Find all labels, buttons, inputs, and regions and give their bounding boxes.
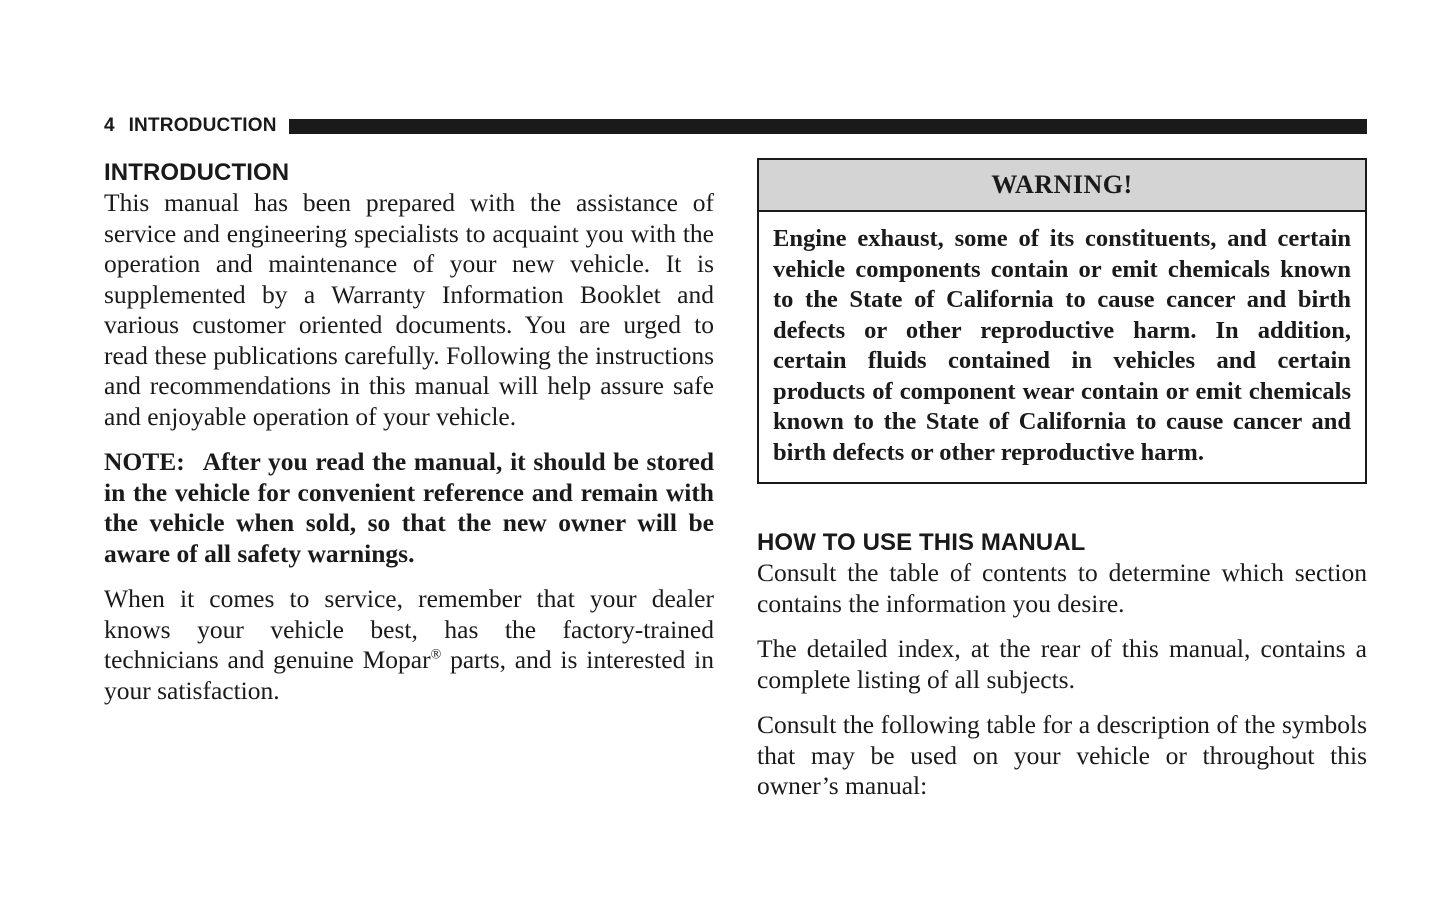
running-header — [104, 114, 1367, 138]
index-paragraph: The detailed index, at the rear of this manual, contains a complete listing of all subjects. — [757, 634, 1367, 694]
page-number: 4 — [104, 115, 115, 136]
header-rule — [289, 119, 1367, 134]
warning-box — [757, 158, 1367, 484]
warning-text: Engine exhaust, some of its constituents, and certain vehicle components contain or emit chemicals known to the State of California to cause cancer and birth defects or other reproductive harm. In addition, certain fluids contained in vehicles and certain products of component wear contain or emit chemicals known to the State of California to cause cancer and birth defects or other reproductive harm. — [773, 225, 1351, 466]
left-column — [104, 158, 714, 721]
note-paragraph — [104, 447, 714, 569]
running-header-section: INTRODUCTION — [128, 115, 277, 136]
warning-title: WARNING! — [759, 160, 1365, 212]
service-paragraph — [104, 584, 714, 706]
right-column — [757, 158, 1367, 817]
symbols-paragraph: Consult the following table for a description of the symbols that may be used on your vehicle or throughout this owner’s manual: — [757, 710, 1367, 800]
note-text: After you read the manual, it should be stored in the vehicle for convenient reference and remain with the vehicle when sold, so that the new owner will be aware of all safety warnings. — [104, 447, 714, 568]
note-label: NOTE: — [104, 447, 185, 476]
service-text-before: When it comes to service, remember that your dealer knows your vehicle best, has the factory-trained technicians and genuine Mopar — [104, 584, 714, 674]
service-text-after: parts, and is interested in your satisfaction. — [104, 645, 714, 705]
introduction-heading: INTRODUCTION — [104, 159, 290, 186]
registered-mark: ® — [430, 647, 442, 663]
how-to-use-heading: HOW TO USE THIS MANUAL — [757, 529, 1086, 556]
contents-paragraph: Consult the table of contents to determine which section contains the information you desire. — [757, 558, 1367, 618]
intro-paragraph: This manual has been prepared with the assistance of service and engineering specialists to acquaint you with the operation and maintenance of your new vehicle. It is supplemented by a Warranty Information Booklet and various customer oriented documents. You are urged to read these publications carefully. Following the instructions and recommendations in this manual will help assure safe and enjoyable operation of your vehicle. — [104, 188, 714, 431]
